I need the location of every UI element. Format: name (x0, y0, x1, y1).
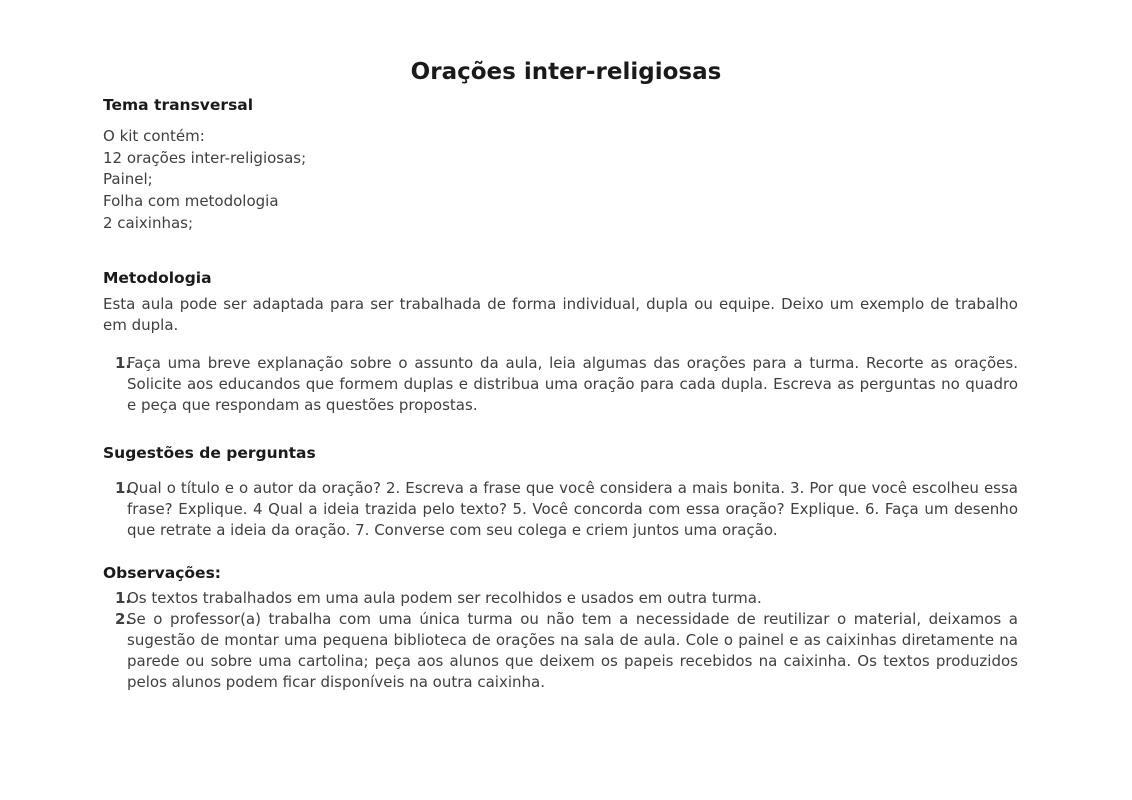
heading-tema-transversal: Tema transversal (103, 96, 254, 114)
list-item (103, 478, 1018, 541)
sugestoes-numbered-list (103, 478, 1018, 541)
metodologia-intro-paragraph: Esta aula pode ser adaptada para ser trabalhada de forma individual, dupla ou equipe. Deixo um exemplo de trabalho em dupla. (103, 294, 1018, 334)
document-content (103, 95, 1018, 693)
kit-line: 12 orações inter-religiosas; (103, 148, 307, 167)
observacoes-numbered-list (103, 588, 1018, 693)
section-metodologia (103, 268, 1018, 416)
list-item (103, 588, 1018, 609)
list-item (103, 353, 1018, 416)
list-item-text: Qual o título e o autor da oração? 2. Escreva a frase que você considera a mais bonita. 3. Por que você escolheu essa frase? Explique. 4 Qual a ideia trazida pelo texto? 5. Você concorda com essa oração? Explique. 6. Faça um desenho que retrate a ideia da oração. 7. Converse com seu colega e criem juntos uma oração. (127, 478, 1018, 539)
section-sugestoes-de-perguntas (103, 443, 1018, 541)
heading-observacoes: Observações: (103, 563, 221, 582)
list-item (103, 609, 1018, 693)
kit-line: Painel; (103, 170, 153, 189)
list-item-marker: 1. (115, 353, 132, 372)
kit-contents-list (103, 126, 1018, 235)
heading-sugestoes-de-perguntas: Sugestões de perguntas (103, 443, 316, 462)
list-item-marker: 2. (115, 609, 132, 628)
page-title: Orações inter-religiosas (410, 59, 722, 85)
list-item-text: Faça uma breve explanação sobre o assunto da aula, leia algumas das orações para a turma. Recorte as orações. Solicite aos educandos que formem duplas e distribua uma oração para cada dupla. Escreva as perguntas no quadro e peça que respondam as questões propostas. (127, 353, 1018, 414)
kit-line: O kit contém: (103, 127, 205, 145)
kit-line: 2 caixinhas; (103, 213, 194, 232)
heading-metodologia: Metodologia (103, 268, 212, 287)
list-item-marker: 1. (115, 588, 132, 607)
metodologia-numbered-list (103, 353, 1018, 416)
list-item-text: Se o professor(a) trabalha com uma única turma ou não tem a necessidade de reutilizar o material, deixamos a sugestão de montar uma pequena biblioteca de orações na sala de aula. Cole o painel e as caixinhas diretamente na parede ou sobre uma cartolina; peça aos alunos que deixem os papeis recebidos na caixinha. Os textos produzidos pelos alunos podem ficar disponíveis na outra caixinha. (127, 609, 1018, 691)
section-observacoes (103, 563, 1018, 693)
list-item-marker: 1. (115, 478, 132, 497)
kit-line: Folha com metodologia (103, 192, 279, 211)
section-tema-transversal (103, 95, 1018, 235)
list-item-text: Os textos trabalhados em uma aula podem ser recolhidos e usados em outra turma. (127, 588, 762, 607)
